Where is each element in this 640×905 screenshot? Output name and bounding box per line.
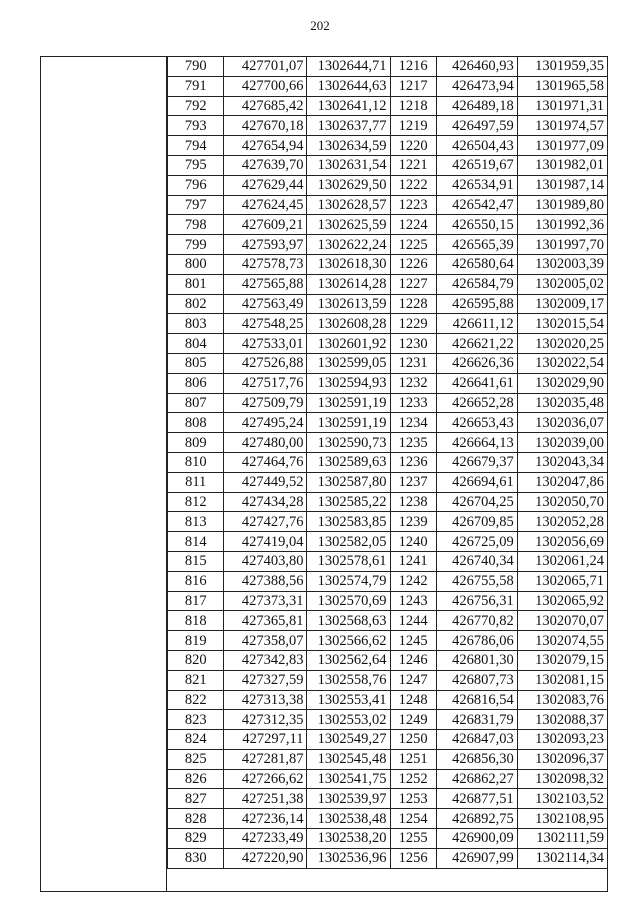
point-number-right: 1227 bbox=[390, 274, 436, 294]
point-number-right: 1247 bbox=[390, 670, 436, 690]
y-coordinate-left: 1302618,30 bbox=[307, 254, 390, 274]
x-coordinate-left: 427419,04 bbox=[224, 532, 307, 552]
y-coordinate-left: 1302574,79 bbox=[307, 571, 390, 591]
point-number-right: 1220 bbox=[390, 136, 436, 156]
x-coordinate-right: 426534,91 bbox=[436, 175, 517, 195]
point-number-left: 797 bbox=[168, 195, 224, 215]
point-number-left: 795 bbox=[168, 155, 224, 175]
point-number-right: 1230 bbox=[390, 334, 436, 354]
x-coordinate-left: 427342,83 bbox=[224, 650, 307, 670]
table-row bbox=[168, 631, 608, 651]
y-coordinate-right: 1302114,34 bbox=[517, 848, 607, 868]
x-coordinate-right: 426497,59 bbox=[436, 116, 517, 136]
point-number-right: 1235 bbox=[390, 433, 436, 453]
table-row bbox=[168, 116, 608, 136]
point-number-left: 807 bbox=[168, 393, 224, 413]
y-coordinate-left: 1302608,28 bbox=[307, 314, 390, 334]
y-coordinate-left: 1302541,75 bbox=[307, 769, 390, 789]
y-coordinate-left: 1302641,12 bbox=[307, 96, 390, 116]
table-row bbox=[168, 76, 608, 96]
y-coordinate-right: 1302061,24 bbox=[517, 551, 607, 571]
table-row bbox=[168, 235, 608, 255]
x-coordinate-right: 426621,22 bbox=[436, 334, 517, 354]
point-number-right: 1223 bbox=[390, 195, 436, 215]
y-coordinate-right: 1302009,17 bbox=[517, 294, 607, 314]
y-coordinate-right: 1302074,55 bbox=[517, 631, 607, 651]
point-number-left: 809 bbox=[168, 433, 224, 453]
table-row bbox=[168, 413, 608, 433]
table-row bbox=[168, 769, 608, 789]
point-number-left: 828 bbox=[168, 809, 224, 829]
x-coordinate-right: 426653,43 bbox=[436, 413, 517, 433]
y-coordinate-left: 1302549,27 bbox=[307, 730, 390, 750]
point-number-right: 1254 bbox=[390, 809, 436, 829]
x-coordinate-right: 426807,73 bbox=[436, 670, 517, 690]
y-coordinate-left: 1302613,59 bbox=[307, 294, 390, 314]
x-coordinate-left: 427685,42 bbox=[224, 96, 307, 116]
point-number-left: 824 bbox=[168, 730, 224, 750]
table-row bbox=[168, 215, 608, 235]
y-coordinate-left: 1302553,41 bbox=[307, 690, 390, 710]
x-coordinate-right: 426460,93 bbox=[436, 57, 517, 77]
point-number-left: 813 bbox=[168, 512, 224, 532]
table-row bbox=[168, 650, 608, 670]
point-number-right: 1251 bbox=[390, 749, 436, 769]
point-number-right: 1225 bbox=[390, 235, 436, 255]
y-coordinate-right: 1302003,39 bbox=[517, 254, 607, 274]
y-coordinate-right: 1301982,01 bbox=[517, 155, 607, 175]
x-coordinate-left: 427313,38 bbox=[224, 690, 307, 710]
x-coordinate-left: 427220,90 bbox=[224, 848, 307, 868]
x-coordinate-right: 426770,82 bbox=[436, 611, 517, 631]
y-coordinate-right: 1302098,32 bbox=[517, 769, 607, 789]
table-row bbox=[168, 492, 608, 512]
x-coordinate-left: 427701,07 bbox=[224, 57, 307, 77]
point-number-left: 803 bbox=[168, 314, 224, 334]
y-coordinate-right: 1301989,80 bbox=[517, 195, 607, 215]
y-coordinate-right: 1301965,58 bbox=[517, 76, 607, 96]
table-row bbox=[168, 393, 608, 413]
x-coordinate-left: 427388,56 bbox=[224, 571, 307, 591]
x-coordinate-left: 427373,31 bbox=[224, 591, 307, 611]
x-coordinate-right: 426856,30 bbox=[436, 749, 517, 769]
x-coordinate-right: 426900,09 bbox=[436, 829, 517, 849]
point-number-left: 829 bbox=[168, 829, 224, 849]
y-coordinate-right: 1302043,34 bbox=[517, 452, 607, 472]
point-number-right: 1248 bbox=[390, 690, 436, 710]
x-coordinate-right: 426862,27 bbox=[436, 769, 517, 789]
point-number-left: 806 bbox=[168, 373, 224, 393]
point-number-left: 791 bbox=[168, 76, 224, 96]
x-coordinate-right: 426801,30 bbox=[436, 650, 517, 670]
x-coordinate-left: 427495,24 bbox=[224, 413, 307, 433]
table-row bbox=[168, 472, 608, 492]
x-coordinate-right: 426611,12 bbox=[436, 314, 517, 334]
y-coordinate-right: 1302005,02 bbox=[517, 274, 607, 294]
y-coordinate-left: 1302644,63 bbox=[307, 76, 390, 96]
x-coordinate-left: 427427,76 bbox=[224, 512, 307, 532]
y-coordinate-left: 1302591,19 bbox=[307, 393, 390, 413]
y-coordinate-left: 1302589,63 bbox=[307, 452, 390, 472]
y-coordinate-right: 1302096,37 bbox=[517, 749, 607, 769]
y-coordinate-left: 1302637,77 bbox=[307, 116, 390, 136]
y-coordinate-left: 1302585,22 bbox=[307, 492, 390, 512]
point-number-right: 1250 bbox=[390, 730, 436, 750]
y-coordinate-right: 1301992,36 bbox=[517, 215, 607, 235]
y-coordinate-left: 1302536,96 bbox=[307, 848, 390, 868]
y-coordinate-left: 1302644,71 bbox=[307, 57, 390, 77]
point-number-right: 1249 bbox=[390, 710, 436, 730]
x-coordinate-right: 426740,34 bbox=[436, 551, 517, 571]
y-coordinate-left: 1302625,59 bbox=[307, 215, 390, 235]
point-number-left: 812 bbox=[168, 492, 224, 512]
x-coordinate-left: 427449,52 bbox=[224, 472, 307, 492]
coordinates-table-body bbox=[168, 57, 608, 869]
x-coordinate-right: 426679,37 bbox=[436, 452, 517, 472]
point-number-right: 1253 bbox=[390, 789, 436, 809]
x-coordinate-right: 426786,06 bbox=[436, 631, 517, 651]
y-coordinate-left: 1302562,64 bbox=[307, 650, 390, 670]
point-number-right: 1222 bbox=[390, 175, 436, 195]
y-coordinate-left: 1302622,24 bbox=[307, 235, 390, 255]
point-number-right: 1241 bbox=[390, 551, 436, 571]
x-coordinate-left: 427526,88 bbox=[224, 353, 307, 373]
x-coordinate-left: 427236,14 bbox=[224, 809, 307, 829]
table-row bbox=[168, 532, 608, 552]
table-row bbox=[168, 294, 608, 314]
point-number-left: 810 bbox=[168, 452, 224, 472]
x-coordinate-right: 426847,03 bbox=[436, 730, 517, 750]
x-coordinate-right: 426584,79 bbox=[436, 274, 517, 294]
table-row bbox=[168, 195, 608, 215]
y-coordinate-right: 1301971,31 bbox=[517, 96, 607, 116]
x-coordinate-left: 427312,35 bbox=[224, 710, 307, 730]
x-coordinate-left: 427403,80 bbox=[224, 551, 307, 571]
table-row bbox=[168, 254, 608, 274]
point-number-left: 804 bbox=[168, 334, 224, 354]
table-row bbox=[168, 829, 608, 849]
y-coordinate-left: 1302545,48 bbox=[307, 749, 390, 769]
table-row bbox=[168, 591, 608, 611]
y-coordinate-left: 1302578,61 bbox=[307, 551, 390, 571]
y-coordinate-right: 1302093,23 bbox=[517, 730, 607, 750]
x-coordinate-left: 427639,70 bbox=[224, 155, 307, 175]
table-row bbox=[168, 611, 608, 631]
x-coordinate-left: 427629,44 bbox=[224, 175, 307, 195]
y-coordinate-right: 1301974,57 bbox=[517, 116, 607, 136]
point-number-left: 811 bbox=[168, 472, 224, 492]
point-number-left: 816 bbox=[168, 571, 224, 591]
point-number-left: 830 bbox=[168, 848, 224, 868]
x-coordinate-left: 427548,25 bbox=[224, 314, 307, 334]
table-row bbox=[168, 334, 608, 354]
x-coordinate-right: 426907,99 bbox=[436, 848, 517, 868]
y-coordinate-right: 1302036,07 bbox=[517, 413, 607, 433]
point-number-left: 794 bbox=[168, 136, 224, 156]
point-number-right: 1243 bbox=[390, 591, 436, 611]
empty-left-column bbox=[40, 56, 167, 892]
y-coordinate-left: 1302634,59 bbox=[307, 136, 390, 156]
y-coordinate-right: 1302065,71 bbox=[517, 571, 607, 591]
x-coordinate-right: 426816,54 bbox=[436, 690, 517, 710]
point-number-right: 1236 bbox=[390, 452, 436, 472]
point-number-right: 1234 bbox=[390, 413, 436, 433]
table-row bbox=[168, 848, 608, 868]
y-coordinate-right: 1302039,00 bbox=[517, 433, 607, 453]
x-coordinate-left: 427565,88 bbox=[224, 274, 307, 294]
x-coordinate-left: 427654,94 bbox=[224, 136, 307, 156]
point-number-left: 790 bbox=[168, 57, 224, 77]
point-number-left: 814 bbox=[168, 532, 224, 552]
coordinates-table bbox=[167, 56, 608, 869]
y-coordinate-left: 1302553,02 bbox=[307, 710, 390, 730]
y-coordinate-right: 1301959,35 bbox=[517, 57, 607, 77]
point-number-right: 1231 bbox=[390, 353, 436, 373]
x-coordinate-right: 426664,13 bbox=[436, 433, 517, 453]
x-coordinate-left: 427624,45 bbox=[224, 195, 307, 215]
x-coordinate-right: 426565,39 bbox=[436, 235, 517, 255]
point-number-right: 1246 bbox=[390, 650, 436, 670]
y-coordinate-left: 1302631,54 bbox=[307, 155, 390, 175]
y-coordinate-left: 1302599,05 bbox=[307, 353, 390, 373]
point-number-left: 819 bbox=[168, 631, 224, 651]
y-coordinate-left: 1302558,76 bbox=[307, 670, 390, 690]
y-coordinate-left: 1302570,69 bbox=[307, 591, 390, 611]
y-coordinate-left: 1302566,62 bbox=[307, 631, 390, 651]
point-number-left: 825 bbox=[168, 749, 224, 769]
point-number-right: 1226 bbox=[390, 254, 436, 274]
table-row bbox=[168, 136, 608, 156]
table-row bbox=[168, 789, 608, 809]
point-number-left: 823 bbox=[168, 710, 224, 730]
point-number-left: 817 bbox=[168, 591, 224, 611]
x-coordinate-right: 426473,94 bbox=[436, 76, 517, 96]
x-coordinate-right: 426709,85 bbox=[436, 512, 517, 532]
y-coordinate-right: 1302047,86 bbox=[517, 472, 607, 492]
table-row bbox=[168, 809, 608, 829]
x-coordinate-right: 426542,47 bbox=[436, 195, 517, 215]
x-coordinate-left: 427593,97 bbox=[224, 235, 307, 255]
point-number-right: 1224 bbox=[390, 215, 436, 235]
x-coordinate-right: 426704,25 bbox=[436, 492, 517, 512]
y-coordinate-right: 1302108,95 bbox=[517, 809, 607, 829]
table-row bbox=[168, 749, 608, 769]
y-coordinate-left: 1302587,80 bbox=[307, 472, 390, 492]
point-number-left: 799 bbox=[168, 235, 224, 255]
y-coordinate-left: 1302614,28 bbox=[307, 274, 390, 294]
y-coordinate-left: 1302583,85 bbox=[307, 512, 390, 532]
table-row bbox=[168, 175, 608, 195]
y-coordinate-right: 1302050,70 bbox=[517, 492, 607, 512]
x-coordinate-left: 427464,76 bbox=[224, 452, 307, 472]
x-coordinate-right: 426519,67 bbox=[436, 155, 517, 175]
x-coordinate-right: 426756,31 bbox=[436, 591, 517, 611]
x-coordinate-left: 427233,49 bbox=[224, 829, 307, 849]
table-row bbox=[168, 353, 608, 373]
x-coordinate-right: 426755,58 bbox=[436, 571, 517, 591]
x-coordinate-left: 427358,07 bbox=[224, 631, 307, 651]
point-number-right: 1252 bbox=[390, 769, 436, 789]
point-number-left: 793 bbox=[168, 116, 224, 136]
y-coordinate-left: 1302538,48 bbox=[307, 809, 390, 829]
y-coordinate-left: 1302539,97 bbox=[307, 789, 390, 809]
y-coordinate-right: 1302103,52 bbox=[517, 789, 607, 809]
page-number: 202 bbox=[310, 18, 330, 33]
y-coordinate-right: 1302088,37 bbox=[517, 710, 607, 730]
point-number-right: 1216 bbox=[390, 57, 436, 77]
point-number-right: 1232 bbox=[390, 373, 436, 393]
x-coordinate-left: 427297,11 bbox=[224, 730, 307, 750]
y-coordinate-right: 1301997,70 bbox=[517, 235, 607, 255]
x-coordinate-left: 427517,76 bbox=[224, 373, 307, 393]
y-coordinate-right: 1302035,48 bbox=[517, 393, 607, 413]
point-number-right: 1221 bbox=[390, 155, 436, 175]
point-number-left: 792 bbox=[168, 96, 224, 116]
point-number-right: 1245 bbox=[390, 631, 436, 651]
y-coordinate-right: 1302022,54 bbox=[517, 353, 607, 373]
x-coordinate-left: 427251,38 bbox=[224, 789, 307, 809]
table-row bbox=[168, 155, 608, 175]
point-number-left: 802 bbox=[168, 294, 224, 314]
y-coordinate-right: 1302111,59 bbox=[517, 829, 607, 849]
point-number-left: 821 bbox=[168, 670, 224, 690]
x-coordinate-right: 426694,61 bbox=[436, 472, 517, 492]
point-number-right: 1242 bbox=[390, 571, 436, 591]
table-row bbox=[168, 512, 608, 532]
y-coordinate-right: 1302079,15 bbox=[517, 650, 607, 670]
y-coordinate-right: 1302083,76 bbox=[517, 690, 607, 710]
point-number-left: 796 bbox=[168, 175, 224, 195]
y-coordinate-right: 1302015,54 bbox=[517, 314, 607, 334]
point-number-right: 1217 bbox=[390, 76, 436, 96]
y-coordinate-right: 1302065,92 bbox=[517, 591, 607, 611]
point-number-left: 798 bbox=[168, 215, 224, 235]
x-coordinate-right: 426641,61 bbox=[436, 373, 517, 393]
table-row bbox=[168, 373, 608, 393]
table-row bbox=[168, 274, 608, 294]
x-coordinate-left: 427533,01 bbox=[224, 334, 307, 354]
table-row bbox=[168, 670, 608, 690]
x-coordinate-left: 427509,79 bbox=[224, 393, 307, 413]
table-row bbox=[168, 690, 608, 710]
y-coordinate-right: 1302081,15 bbox=[517, 670, 607, 690]
table-row bbox=[168, 551, 608, 571]
x-coordinate-left: 427578,73 bbox=[224, 254, 307, 274]
x-coordinate-right: 426892,75 bbox=[436, 809, 517, 829]
x-coordinate-left: 427434,28 bbox=[224, 492, 307, 512]
point-number-right: 1238 bbox=[390, 492, 436, 512]
y-coordinate-left: 1302590,73 bbox=[307, 433, 390, 453]
point-number-right: 1239 bbox=[390, 512, 436, 532]
point-number-right: 1244 bbox=[390, 611, 436, 631]
x-coordinate-right: 426626,36 bbox=[436, 353, 517, 373]
table-row bbox=[168, 452, 608, 472]
point-number-right: 1256 bbox=[390, 848, 436, 868]
y-coordinate-left: 1302628,57 bbox=[307, 195, 390, 215]
x-coordinate-right: 426725,09 bbox=[436, 532, 517, 552]
point-number-right: 1240 bbox=[390, 532, 436, 552]
table-row bbox=[168, 710, 608, 730]
table-row bbox=[168, 96, 608, 116]
point-number-left: 808 bbox=[168, 413, 224, 433]
point-number-right: 1237 bbox=[390, 472, 436, 492]
y-coordinate-right: 1302056,69 bbox=[517, 532, 607, 552]
y-coordinate-left: 1302594,93 bbox=[307, 373, 390, 393]
y-coordinate-left: 1302591,19 bbox=[307, 413, 390, 433]
table-row bbox=[168, 730, 608, 750]
point-number-right: 1219 bbox=[390, 116, 436, 136]
y-coordinate-left: 1302538,20 bbox=[307, 829, 390, 849]
x-coordinate-right: 426550,15 bbox=[436, 215, 517, 235]
y-coordinate-right: 1302020,25 bbox=[517, 334, 607, 354]
x-coordinate-right: 426580,64 bbox=[436, 254, 517, 274]
x-coordinate-left: 427480,00 bbox=[224, 433, 307, 453]
y-coordinate-right: 1302029,90 bbox=[517, 373, 607, 393]
point-number-left: 820 bbox=[168, 650, 224, 670]
x-coordinate-left: 427609,21 bbox=[224, 215, 307, 235]
y-coordinate-right: 1301987,14 bbox=[517, 175, 607, 195]
x-coordinate-right: 426595,88 bbox=[436, 294, 517, 314]
point-number-left: 815 bbox=[168, 551, 224, 571]
y-coordinate-right: 1301977,09 bbox=[517, 136, 607, 156]
x-coordinate-right: 426877,51 bbox=[436, 789, 517, 809]
x-coordinate-right: 426489,18 bbox=[436, 96, 517, 116]
x-coordinate-left: 427327,59 bbox=[224, 670, 307, 690]
point-number-left: 826 bbox=[168, 769, 224, 789]
point-number-right: 1228 bbox=[390, 294, 436, 314]
point-number-left: 800 bbox=[168, 254, 224, 274]
table-row bbox=[168, 57, 608, 77]
point-number-left: 801 bbox=[168, 274, 224, 294]
x-coordinate-left: 427365,81 bbox=[224, 611, 307, 631]
y-coordinate-left: 1302582,05 bbox=[307, 532, 390, 552]
x-coordinate-right: 426652,28 bbox=[436, 393, 517, 413]
point-number-left: 805 bbox=[168, 353, 224, 373]
point-number-left: 818 bbox=[168, 611, 224, 631]
x-coordinate-right: 426504,43 bbox=[436, 136, 517, 156]
x-coordinate-left: 427281,87 bbox=[224, 749, 307, 769]
point-number-left: 827 bbox=[168, 789, 224, 809]
point-number-left: 822 bbox=[168, 690, 224, 710]
y-coordinate-left: 1302568,63 bbox=[307, 611, 390, 631]
table-row bbox=[168, 433, 608, 453]
x-coordinate-left: 427670,18 bbox=[224, 116, 307, 136]
y-coordinate-right: 1302052,28 bbox=[517, 512, 607, 532]
x-coordinate-left: 427700,66 bbox=[224, 76, 307, 96]
point-number-right: 1229 bbox=[390, 314, 436, 334]
table-row bbox=[168, 314, 608, 334]
x-coordinate-left: 427563,49 bbox=[224, 294, 307, 314]
x-coordinate-right: 426831,79 bbox=[436, 710, 517, 730]
table-row bbox=[168, 571, 608, 591]
point-number-right: 1255 bbox=[390, 829, 436, 849]
x-coordinate-left: 427266,62 bbox=[224, 769, 307, 789]
point-number-right: 1218 bbox=[390, 96, 436, 116]
y-coordinate-left: 1302601,92 bbox=[307, 334, 390, 354]
point-number-right: 1233 bbox=[390, 393, 436, 413]
y-coordinate-left: 1302629,50 bbox=[307, 175, 390, 195]
y-coordinate-right: 1302070,07 bbox=[517, 611, 607, 631]
